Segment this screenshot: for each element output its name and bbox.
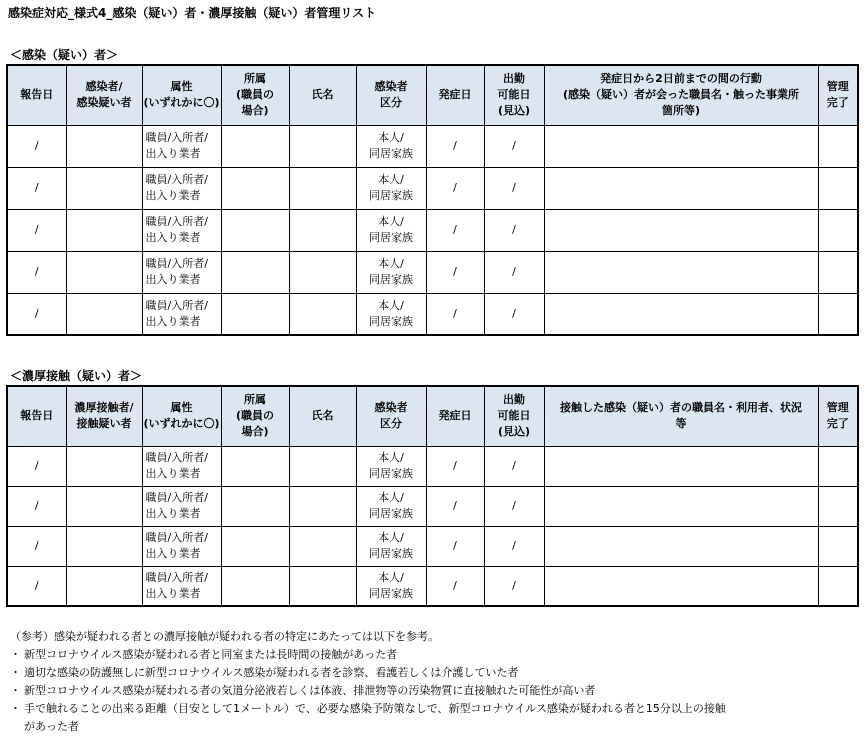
bullet-icon: ・ xyxy=(10,648,21,661)
cell-management-done[interactable] xyxy=(818,566,858,606)
column-header-affiliation: 所属 (職員の 場合) xyxy=(221,386,289,446)
cell-attribute[interactable]: 職員/入所者/ 出入り業者 xyxy=(142,125,221,167)
cell-report-date[interactable]: / xyxy=(7,566,66,606)
cell-activity[interactable] xyxy=(544,293,818,335)
cell-management-done[interactable] xyxy=(818,486,858,526)
cell-attribute[interactable]: 職員/入所者/ 出入り業者 xyxy=(142,167,221,209)
cell-management-done[interactable] xyxy=(818,167,858,209)
cell-onset-date[interactable]: / xyxy=(426,125,484,167)
section-label-infected: ＜感染（疑い）者＞ xyxy=(10,48,119,62)
reference-notes xyxy=(10,628,860,736)
column-header-category: 感染者 区分 xyxy=(356,386,426,446)
cell-name[interactable] xyxy=(289,251,356,293)
table-row xyxy=(7,125,858,167)
column-header-infected-type: 濃厚接触者/ 接触疑い者 xyxy=(66,386,142,446)
cell-category[interactable]: 本人/ 同居家族 xyxy=(356,251,426,293)
bullet-icon: ・ xyxy=(10,684,21,697)
cell-management-done[interactable] xyxy=(818,209,858,251)
infected-table xyxy=(6,64,859,336)
cell-infected-type[interactable] xyxy=(66,446,142,486)
column-header-management-done: 管理 完了 xyxy=(818,386,858,446)
cell-name[interactable] xyxy=(289,125,356,167)
cell-activity[interactable] xyxy=(544,125,818,167)
cell-return-date[interactable]: / xyxy=(484,209,544,251)
column-header-onset-date: 発症日 xyxy=(426,386,484,446)
note-item xyxy=(10,646,860,664)
cell-report-date[interactable]: / xyxy=(7,446,66,486)
cell-report-date[interactable]: / xyxy=(7,486,66,526)
cell-infected-type[interactable] xyxy=(66,566,142,606)
column-header-onset-date: 発症日 xyxy=(426,65,484,125)
cell-onset-date[interactable]: / xyxy=(426,293,484,335)
table-row xyxy=(7,293,858,335)
cell-infected-type[interactable] xyxy=(66,526,142,566)
cell-return-date[interactable]: / xyxy=(484,446,544,486)
bullet-icon: ・ xyxy=(10,666,21,679)
cell-infected-type[interactable] xyxy=(66,167,142,209)
cell-infected-type[interactable] xyxy=(66,251,142,293)
cell-name[interactable] xyxy=(289,446,356,486)
column-header-affiliation: 所属 (職員の 場合) xyxy=(221,65,289,125)
cell-activity[interactable] xyxy=(544,566,818,606)
cell-affiliation[interactable] xyxy=(221,486,289,526)
column-header-category: 感染者 区分 xyxy=(356,65,426,125)
cell-name[interactable] xyxy=(289,486,356,526)
cell-activity[interactable] xyxy=(544,446,818,486)
cell-activity[interactable] xyxy=(544,167,818,209)
page-title: 感染症対応_様式4_感染（疑い）者・濃厚接触（疑い）者管理リスト xyxy=(8,6,377,20)
column-header-attribute: 属性 (いずれかに〇) xyxy=(142,65,221,125)
cell-report-date[interactable]: / xyxy=(7,293,66,335)
cell-affiliation[interactable] xyxy=(221,293,289,335)
cell-category[interactable]: 本人/ 同居家族 xyxy=(356,293,426,335)
cell-report-date[interactable]: / xyxy=(7,167,66,209)
cell-onset-date[interactable]: / xyxy=(426,167,484,209)
cell-affiliation[interactable] xyxy=(221,209,289,251)
cell-activity[interactable] xyxy=(544,251,818,293)
cell-onset-date[interactable]: / xyxy=(426,446,484,486)
note-text: 適切な感染の防護無しに新型コロナウイルス感染が疑われる者を診察、看護若しくは介護していた者 xyxy=(24,666,519,679)
cell-affiliation[interactable] xyxy=(221,251,289,293)
cell-category[interactable]: 本人/ 同居家族 xyxy=(356,526,426,566)
cell-name[interactable] xyxy=(289,167,356,209)
cell-report-date[interactable]: / xyxy=(7,251,66,293)
close-contact-table xyxy=(6,385,859,607)
note-item xyxy=(10,700,860,736)
cell-return-date[interactable]: / xyxy=(484,293,544,335)
bullet-icon: ・ xyxy=(10,702,21,715)
cell-onset-date[interactable]: / xyxy=(426,251,484,293)
cell-category[interactable]: 本人/ 同居家族 xyxy=(356,486,426,526)
cell-name[interactable] xyxy=(289,526,356,566)
note-text: 新型コロナウイルス感染が疑われる者と同室または長時間の接触があった者 xyxy=(24,648,398,661)
cell-onset-date[interactable]: / xyxy=(426,486,484,526)
cell-return-date[interactable]: / xyxy=(484,251,544,293)
notes-heading: （参考）感染が疑われる者との濃厚接触が疑われる者の特定にあたっては以下を参考。 xyxy=(10,630,439,643)
cell-name[interactable] xyxy=(289,209,356,251)
table-header-row xyxy=(7,386,858,446)
cell-management-done[interactable] xyxy=(818,446,858,486)
cell-onset-date[interactable]: / xyxy=(426,526,484,566)
cell-report-date[interactable]: / xyxy=(7,209,66,251)
note-text: 新型コロナウイルス感染が疑われる者の気道分泌液若しくは体液、排泄物等の汚染物質に直接触れた可能性が高い者 xyxy=(24,684,596,697)
column-header-activity: 接触した感染（疑い）者の職員名・利用者、状況 等 xyxy=(544,386,818,446)
cell-attribute[interactable]: 職員/入所者/ 出入り業者 xyxy=(142,209,221,251)
column-header-management-done: 管理 完了 xyxy=(818,65,858,125)
column-header-infected-type: 感染者/ 感染疑い者 xyxy=(66,65,142,125)
cell-category[interactable]: 本人/ 同居家族 xyxy=(356,566,426,606)
cell-activity[interactable] xyxy=(544,486,818,526)
column-header-return-date: 出勤 可能日 (見込) xyxy=(484,65,544,125)
column-header-attribute: 属性 (いずれかに〇) xyxy=(142,386,221,446)
column-header-activity: 発症日から2日前までの間の行動 (感染（疑い）者が会った職員名・触った事業所 箇所等) xyxy=(544,65,818,125)
column-header-name: 氏名 xyxy=(289,65,356,125)
cell-category[interactable]: 本人/ 同居家族 xyxy=(356,446,426,486)
table-row xyxy=(7,526,858,566)
cell-name[interactable] xyxy=(289,293,356,335)
note-item xyxy=(10,682,860,700)
cell-category[interactable]: 本人/ 同居家族 xyxy=(356,209,426,251)
cell-attribute[interactable]: 職員/入所者/ 出入り業者 xyxy=(142,251,221,293)
cell-onset-date[interactable]: / xyxy=(426,566,484,606)
cell-management-done[interactable] xyxy=(818,251,858,293)
cell-affiliation[interactable] xyxy=(221,446,289,486)
cell-affiliation[interactable] xyxy=(221,566,289,606)
table-row xyxy=(7,167,858,209)
table-header-row xyxy=(7,65,858,125)
cell-return-date[interactable]: / xyxy=(484,167,544,209)
cell-management-done[interactable] xyxy=(818,526,858,566)
section-label-close-contact: ＜濃厚接触（疑い）者＞ xyxy=(10,369,143,383)
table-row xyxy=(7,446,858,486)
column-header-report-date: 報告日 xyxy=(7,65,66,125)
cell-affiliation[interactable] xyxy=(221,167,289,209)
cell-activity[interactable] xyxy=(544,526,818,566)
cell-infected-type[interactable] xyxy=(66,293,142,335)
column-header-name: 氏名 xyxy=(289,386,356,446)
cell-infected-type[interactable] xyxy=(66,209,142,251)
cell-return-date[interactable]: / xyxy=(484,526,544,566)
cell-return-date[interactable]: / xyxy=(484,566,544,606)
notes-list xyxy=(10,646,860,736)
column-header-report-date: 報告日 xyxy=(7,386,66,446)
cell-return-date[interactable]: / xyxy=(484,125,544,167)
note-text: 手で触れることの出来る距離（目安として1メートル）で、必要な感染予防策なしで、新型コロナウイルス感染が疑われる者と15分以上の接触 があった者 xyxy=(24,702,726,733)
cell-attribute[interactable]: 職員/入所者/ 出入り業者 xyxy=(142,566,221,606)
cell-management-done[interactable] xyxy=(818,293,858,335)
cell-category[interactable]: 本人/ 同居家族 xyxy=(356,167,426,209)
note-item xyxy=(10,664,860,682)
cell-report-date[interactable]: / xyxy=(7,125,66,167)
table-row xyxy=(7,251,858,293)
table-row xyxy=(7,566,858,606)
cell-onset-date[interactable]: / xyxy=(426,209,484,251)
cell-name[interactable] xyxy=(289,566,356,606)
cell-category[interactable]: 本人/ 同居家族 xyxy=(356,125,426,167)
cell-infected-type[interactable] xyxy=(66,486,142,526)
cell-attribute[interactable]: 職員/入所者/ 出入り業者 xyxy=(142,486,221,526)
cell-attribute[interactable]: 職員/入所者/ 出入り業者 xyxy=(142,293,221,335)
column-header-return-date: 出勤 可能日 (見込) xyxy=(484,386,544,446)
cell-attribute[interactable]: 職員/入所者/ 出入り業者 xyxy=(142,526,221,566)
table-row xyxy=(7,209,858,251)
cell-return-date[interactable]: / xyxy=(484,486,544,526)
cell-activity[interactable] xyxy=(544,209,818,251)
cell-report-date[interactable]: / xyxy=(7,526,66,566)
cell-affiliation[interactable] xyxy=(221,526,289,566)
cell-affiliation[interactable] xyxy=(221,125,289,167)
cell-management-done[interactable] xyxy=(818,125,858,167)
table-row xyxy=(7,486,858,526)
cell-infected-type[interactable] xyxy=(66,125,142,167)
cell-attribute[interactable]: 職員/入所者/ 出入り業者 xyxy=(142,446,221,486)
